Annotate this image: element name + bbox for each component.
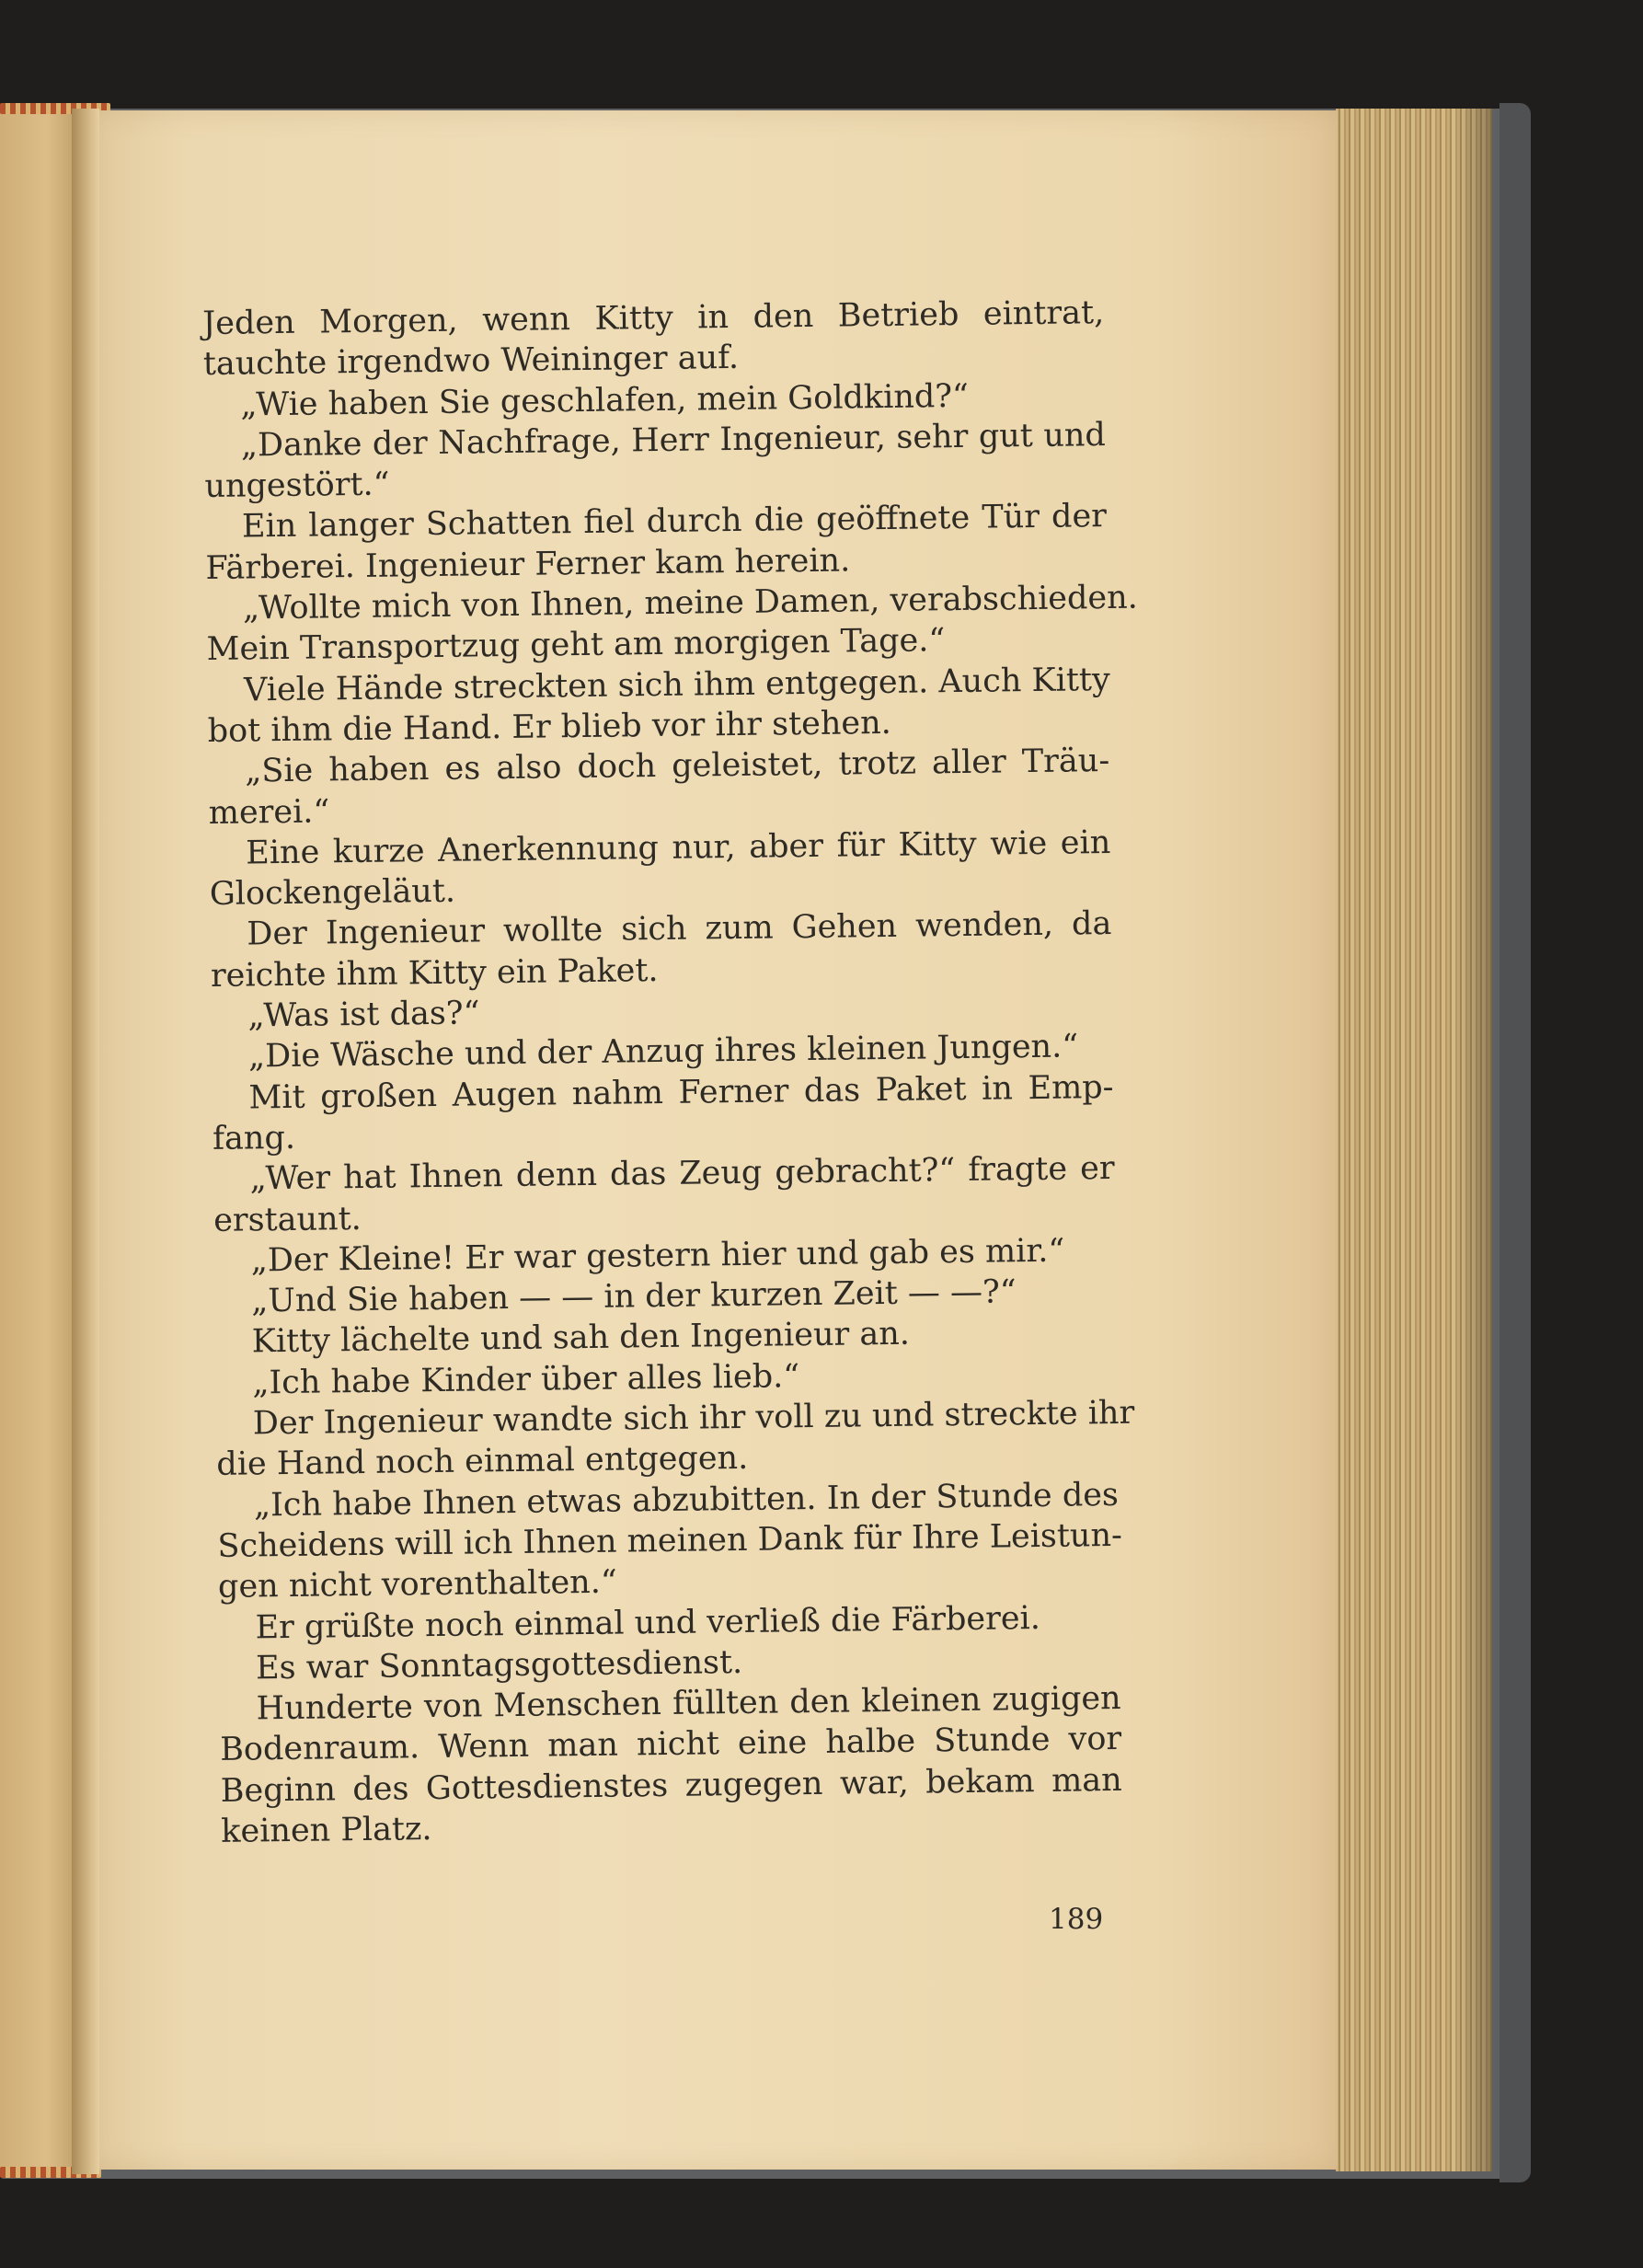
- text-line: „Und Sie haben — — in der kurzen Zeit — —?“: [251, 1273, 1017, 1320]
- text-line: Jeden Morgen, wenn Kitty in den Betrieb eintrat,: [202, 294, 1105, 342]
- text-line: Der Ingenieur wandte sich ihr voll zu und streckte ihr: [252, 1394, 1135, 1443]
- text-line: reichte ihm Kitty ein Paket.: [210, 951, 659, 995]
- book-cover-edge: [1499, 103, 1531, 2182]
- text-line: Der Ingenieur wollte sich zum Gehen wenden, da: [247, 905, 1112, 953]
- text-line: „Sie haben es also doch geleistet, trotz aller Träu-: [244, 743, 1110, 790]
- text-line: merei.“: [208, 792, 330, 832]
- text-line: „Die Wäsche und der Anzug ihres kleinen Jungen.“: [247, 1028, 1079, 1076]
- text-line: ungestört.“: [204, 466, 390, 506]
- text-line: Viele Hände streckten sich ihm entgegen. Auch Kitty: [243, 661, 1110, 709]
- text-line: „Danke der Nachfrage, Herr Ingenieur, sehr gut und: [240, 416, 1107, 465]
- page-gutter: [72, 109, 99, 2174]
- text-line: „Wer hat Ihnen denn das Zeug gebracht?“ fragte er: [249, 1150, 1115, 1198]
- text-line: Hunderte von Menschen füllten den kleinen zugigen: [256, 1680, 1121, 1728]
- text-line: fang.: [212, 1119, 296, 1157]
- page-stack-edges: [1336, 109, 1492, 2171]
- text-line: Er grüßte noch einmal und verließ die Färberei.: [255, 1599, 1041, 1646]
- text-line: Glockengeläut.: [209, 872, 456, 914]
- text-line: bot ihm die Hand. Er blieb vor ihr stehen.: [207, 704, 892, 750]
- text-line: Es war Sonntagsgottesdienst.: [255, 1643, 743, 1687]
- text-line: Ein langer Schatten fiel durch die geöffnete Tür der: [241, 498, 1108, 546]
- text-line: Eine kurze Anerkennung nur, aber für Kitty wie ein: [246, 823, 1111, 872]
- text-line: Kitty lächelte und sah den Ingenieur an.: [251, 1316, 911, 1361]
- text-line: „Wollte mich von Ihnen, meine Damen, verabschieden.: [242, 579, 1139, 627]
- text-line: tauchte irgendwo Weininger auf.: [202, 340, 740, 384]
- text-line: Mein Transportzug geht am morgigen Tage.“: [206, 622, 946, 669]
- page-text: [202, 293, 1139, 1852]
- text-line: „Ich habe Kinder über alles lieb.“: [252, 1357, 800, 1402]
- text-line: Bodenraum. Wenn man nicht eine halbe Stunde vor: [219, 1721, 1122, 1769]
- text-line: Beginn des Gottesdienstes zugegen war, bekam man: [220, 1761, 1122, 1810]
- text-line: erstaunt.: [213, 1200, 362, 1239]
- text-line: „Der Kleine! Er war gestern hier und gab es mir.“: [250, 1232, 1065, 1280]
- text-line: keinen Platz.: [221, 1811, 432, 1850]
- page-number: 189: [1049, 1903, 1104, 1936]
- text-line: „Was ist das?“: [247, 995, 480, 1035]
- text-line: gen nicht vorenthalten.“: [217, 1563, 617, 1606]
- text-line: die Hand noch einmal entgegen.: [216, 1440, 749, 1484]
- text-line: Färberei. Ingenieur Ferner kam herein.: [205, 542, 851, 587]
- text-line: „Ich habe Ihnen etwas abzubitten. In der Stunde des: [253, 1476, 1120, 1525]
- text-line: Mit großen Augen nahm Ferner das Paket in Emp-: [248, 1068, 1114, 1117]
- text-line: „Wie haben Sie geschlafen, mein Goldkind?“: [240, 377, 970, 424]
- text-line: Scheidens will ich Ihnen meinen Dank für Ihre Leistun-: [217, 1516, 1123, 1565]
